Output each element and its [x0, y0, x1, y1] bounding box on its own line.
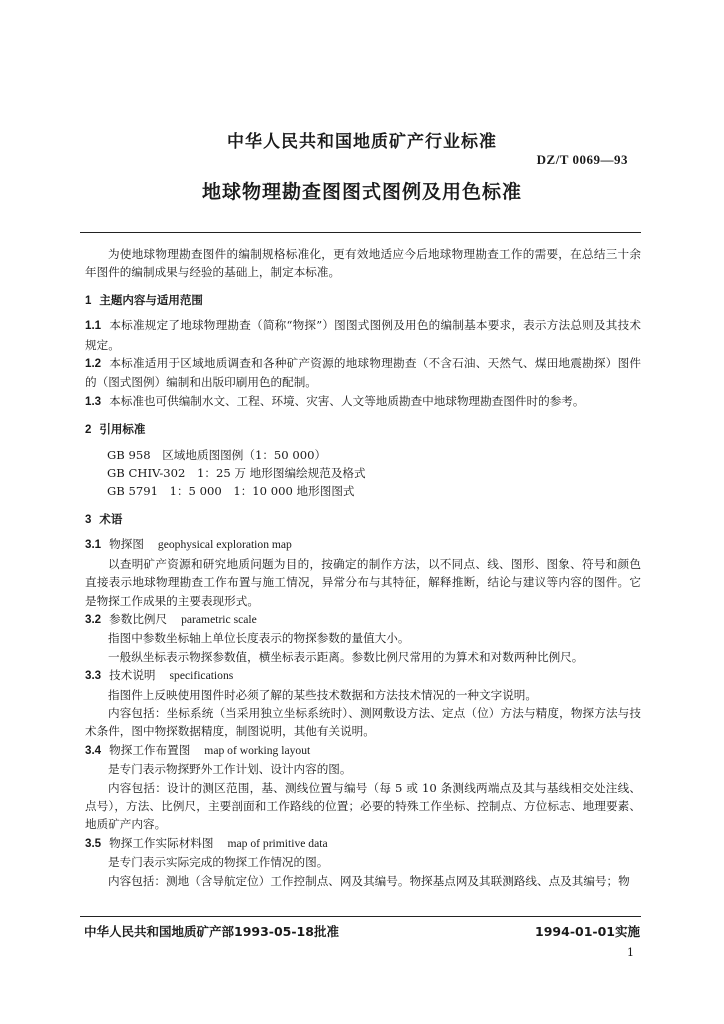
issuer-title: 中华人民共和国地质矿产行业标准 — [227, 132, 497, 152]
document-title: 地球物理勘查图图式图例及用色标准 — [201, 181, 522, 203]
term-3-3-content: 内容包括：坐标系统（当采用独立坐标系统时）、测网敷设方法、定点（位）方法与精度，物探方法与技术条件，图中物探数据精度，制图说明，其他有关说明。 — [85, 705, 641, 739]
term-3-4-definition: 是专门表示物探野外工作计划、设计内容的图。 — [108, 762, 352, 777]
document-body — [85, 245, 641, 890]
approval-info: 中华人民共和国地质矿产部1993-05-18批准 — [84, 924, 339, 939]
term-3-1-definition: 以查明矿产资源和研究地质问题为目的，按确定的制作方法，以不同点、线、图形、图象、符号和颜色直接表示地球物理勘查工作布置与施工情况，异常分布与其特征，解释推断，结论与建议等内容的图件。它是物探工作成果的主要表现形式。 — [85, 556, 641, 608]
page-number: 1 — [627, 946, 634, 959]
term-3-5-definition: 是专门表示实际完成的物探工作情况的图。 — [108, 855, 329, 870]
term-3-2-heading: 3.2 参数比例尺 parametric scale — [85, 611, 257, 626]
section-2-heading: 2 引用标准 — [85, 422, 146, 437]
bottom-divider — [80, 916, 641, 917]
clause-1-3: 1.3 本标准也可供编制水文、工程、环境、灾害、人文等地质勘查中地球物理勘查图件时的参考。 — [85, 393, 585, 408]
term-3-4-heading: 3.4 物探工作布置图 map of working layout — [85, 742, 311, 757]
term-3-2-definition: 指图中参数坐标轴上单位长度表示的物探参数的量值大小。 — [108, 631, 410, 646]
reference-item: GB CHIV-302 1：25 万 地形图编绘规范及格式 — [107, 466, 366, 481]
top-divider — [80, 232, 641, 233]
section-3-heading: 3 术语 — [85, 511, 123, 526]
clause-1-1: 1.1 本标准规定了地球物理勘查（简称“物探”）图图式图例及用色的编制基本要求，表示方法总则及其技术规定。 — [85, 318, 641, 352]
implementation-date: 1994-01-01实施 — [535, 924, 640, 939]
reference-item: GB 5791 1：5 000 1：10 000 地形图图式 — [107, 484, 355, 499]
intro-paragraph: 为使地球物理勘查图件的编制规格标准化，更有效地适应今后地球物理勘查工作的需要，在总结三十余年图件的编制成果与经验的基础上，制定本标准。 — [85, 247, 641, 280]
term-3-2-note: 一般纵坐标表示物探参数值，横坐标表示距离。参数比例尺常用的为算术和对数两种比例尺。 — [108, 649, 584, 664]
clause-1-2: 1.2 本标准适用于区域地质调查和各种矿产资源的地球物理勘查（不含石油、天然气、煤田地震勘探）图件的（图式图例）编制和出版印刷用色的配制。 — [85, 356, 641, 390]
section-1-heading: 1 主题内容与适用范围 — [85, 292, 203, 307]
reference-item: GB 958 区域地质图图例（1：50 000） — [107, 447, 327, 462]
term-3-1-heading: 3.1 物探图 geophysical exploration map — [85, 537, 292, 552]
term-3-5-heading: 3.5 物探工作实际材料图 map of primitive data — [85, 835, 328, 850]
term-3-3-definition: 指图件上反映使用图件时必须了解的某些技术数据和方法技术情况的一种文字说明。 — [108, 687, 537, 702]
term-3-4-content: 内容包括：设计的测区范围，基、测线位置与编号（每 5 或 10 条测线两端点及其与基线相交处注线、点号），方法、比例尺，主要剖面和工作路线的位置；必要的特殊工作坐标、控制点、方位标志、地理要素、地质矿产内容。 — [85, 780, 641, 832]
term-3-5-content: 内容包括：测地（含导航定位）工作控制点、网及其编号。物探基点网及其联测路线、点及其编号；物 — [108, 873, 630, 888]
standard-code: DZ/T 0069—93 — [536, 152, 628, 167]
term-3-3-heading: 3.3 技术说明 specifications — [85, 668, 234, 683]
